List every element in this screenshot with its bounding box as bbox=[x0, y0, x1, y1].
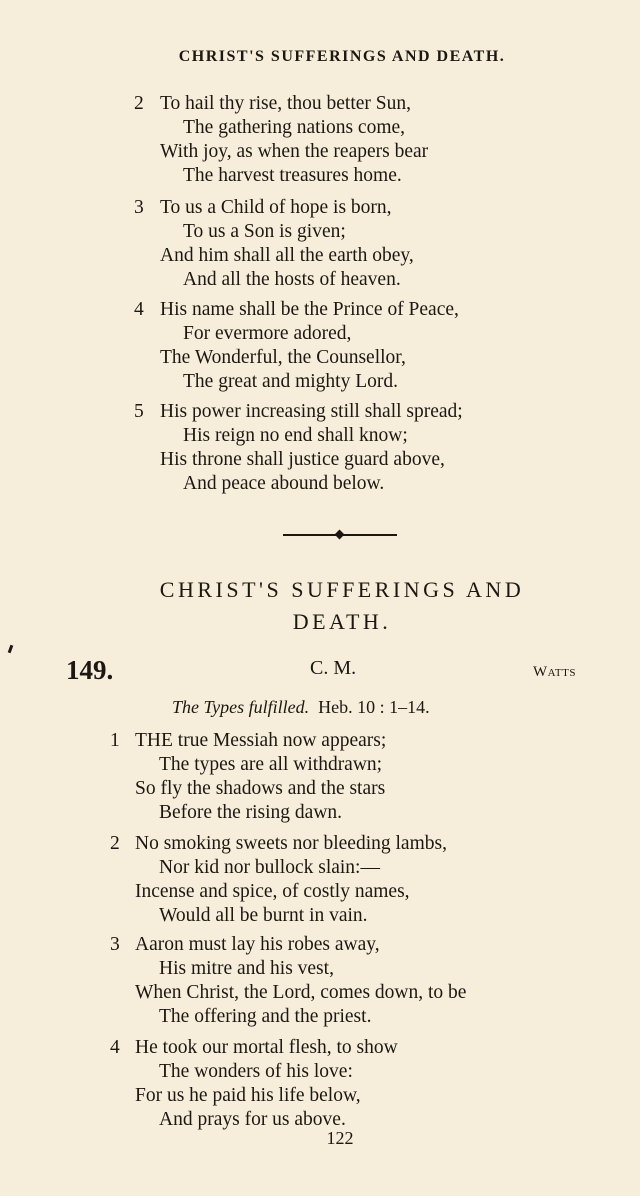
stanza-line: Aaron must lay his robes away, bbox=[135, 934, 380, 955]
hymn-author: Watts bbox=[533, 664, 576, 680]
margin-mark bbox=[8, 645, 14, 654]
hymn-subtitle bbox=[172, 697, 430, 718]
stanza-line: When Christ, the Lord, comes down, to be bbox=[135, 982, 467, 1003]
stanza-line: Before the rising dawn. bbox=[159, 802, 343, 823]
stanza-line: And prays for us above. bbox=[159, 1109, 346, 1130]
stanza-number: 4 bbox=[134, 299, 144, 320]
stanza-line: To us a Son is given; bbox=[183, 221, 346, 242]
stanza-line: The great and mighty Lord. bbox=[183, 371, 398, 392]
stanza-line: To hail thy rise, thou better Sun, bbox=[160, 93, 412, 114]
stanza-line: The types are all withdrawn; bbox=[159, 754, 383, 775]
stanza-line: The wonders of his love: bbox=[159, 1061, 353, 1082]
stanza-line: For us he paid his life below, bbox=[135, 1085, 361, 1106]
stanza-line: And him shall all the earth obey, bbox=[160, 245, 414, 266]
section-title-line-2: DEATH. bbox=[292, 609, 392, 634]
stanza-line: For evermore adored, bbox=[183, 323, 352, 344]
stanza-line: His power increasing still shall spread; bbox=[160, 401, 463, 422]
stanza-line: His reign no end shall know; bbox=[183, 425, 408, 446]
section-title-line-1: CHRIST'S SUFFERINGS AND bbox=[159, 577, 525, 602]
stanza-line: With joy, as when the reapers bear bbox=[160, 141, 429, 162]
divider-diamond-icon bbox=[335, 530, 345, 540]
page-number: 122 bbox=[326, 1128, 354, 1148]
stanza-line: His mitre and his vest, bbox=[159, 958, 334, 979]
hymn-meter: C. M. bbox=[310, 657, 357, 679]
stanza-line: Incense and spice, of costly names, bbox=[135, 881, 410, 902]
stanza-number: 4 bbox=[110, 1037, 120, 1058]
running-head: CHRIST'S SUFFERINGS AND DEATH. bbox=[178, 48, 506, 65]
stanza-number: 2 bbox=[134, 93, 144, 114]
stanza-line: THE true Messiah now appears; bbox=[135, 730, 387, 751]
stanza-line: And all the hosts of heaven. bbox=[183, 269, 401, 290]
stanza-line: The gathering nations come, bbox=[183, 117, 406, 138]
stanza-line: To us a Child of hope is born, bbox=[160, 197, 392, 218]
stanza-line: Would all be burnt in vain. bbox=[159, 905, 368, 926]
stanza-number: 3 bbox=[110, 934, 120, 955]
stanza-line: No smoking sweets nor bleeding lambs, bbox=[135, 833, 447, 854]
stanza-line: Nor kid nor bullock slain:— bbox=[159, 857, 380, 878]
stanza-number: 1 bbox=[110, 730, 120, 751]
stanza-line: The harvest treasures home. bbox=[183, 165, 402, 186]
hymn-subtitle-title: The Types fulfilled. bbox=[172, 697, 310, 717]
stanza-line: So fly the shadows and the stars bbox=[135, 778, 386, 799]
hymn-number: 149. bbox=[66, 655, 114, 685]
stanza-line: His name shall be the Prince of Peace, bbox=[160, 299, 459, 320]
stanza-line: And peace abound below. bbox=[183, 473, 385, 494]
stanza-number: 2 bbox=[110, 833, 120, 854]
stanza-line: He took our mortal flesh, to show bbox=[135, 1037, 398, 1058]
hymn-scripture-ref: Heb. 10 : 1–14. bbox=[318, 697, 430, 717]
stanza-number: 3 bbox=[134, 197, 144, 218]
stanza-line: The Wonderful, the Counsellor, bbox=[160, 347, 406, 368]
stanza-number: 5 bbox=[134, 401, 144, 422]
stanza-line: The offering and the priest. bbox=[159, 1006, 372, 1027]
stanza-line: His throne shall justice guard above, bbox=[160, 449, 445, 470]
